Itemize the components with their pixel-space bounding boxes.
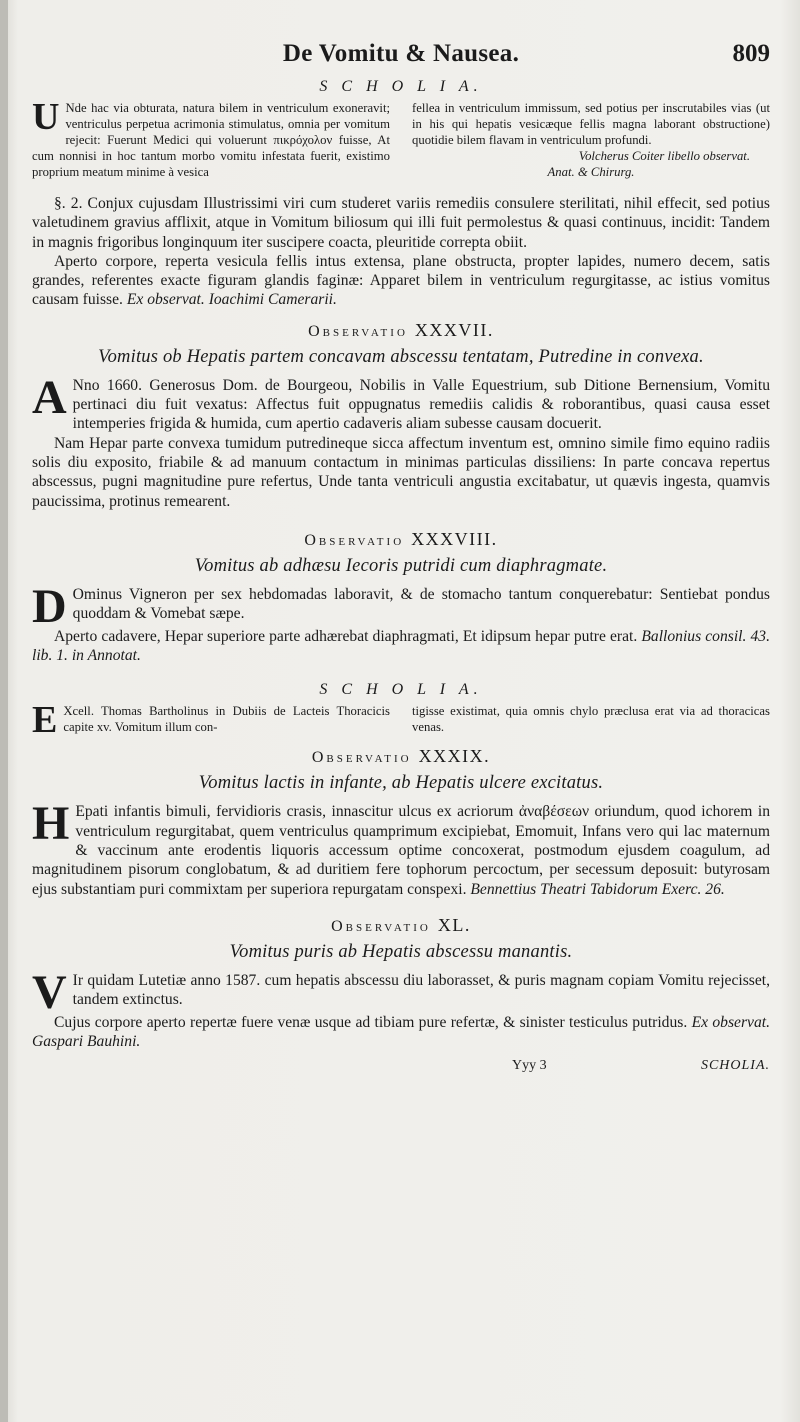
observation-title: Vomitus lactis in infante, ab Hepatis ulcere excitatus. — [198, 773, 604, 794]
observation-paragraph — [32, 370, 770, 434]
observation-title: Vomitus puris ab Hepatis abscessu manantis. — [229, 941, 573, 962]
page-footer — [32, 1058, 770, 1080]
observation-text: Epati infantis bimuli, fervidioris crasis, innascitur ulcus ex acriorum ἀναβέσεων oriundum, quod ichorem in ventriculum regurgitabat, quem ventriculus quamprimum excipiebat, Emomuit, Infans vero qui lac maternum & vaccinum ante erodentis liquoris accessum optime concoxerat, postmodum ejusdem coagulum, ad magnitudinem pisorum conglobatum, & ad duritiem fere tophorum percoctum, per secessum deposuit: butyrosam ejus substantiam puri commixtam per superiora repurgatam conspexi. — [32, 803, 770, 898]
scholia-left-column — [32, 96, 390, 180]
citation: Ballonius consil. 43. lib. 1. in Annotat. — [32, 627, 770, 665]
gutter-shadow — [0, 0, 8, 1422]
observation-paragraph — [32, 579, 770, 633]
drop-cap: D — [32, 579, 67, 633]
signature-mark: Yyy 3 — [512, 1057, 547, 1073]
observation-number: XL. — [437, 914, 471, 935]
drop-cap: E — [32, 699, 58, 742]
observation-number: XXXIX. — [418, 746, 491, 767]
scholia-right-column — [412, 100, 770, 180]
observation-heading — [32, 746, 770, 767]
scholia-heading: S C H O L I A. — [319, 78, 483, 95]
observation-label: Observatio — [311, 749, 412, 767]
citation: Bennettius Theatri Tabidorum Exerc. 26. — [470, 880, 725, 898]
observation-label: Observatio — [308, 322, 408, 340]
scholia-heading: S C H O L I A. — [319, 681, 483, 699]
scholia-right-text: tigisse existimat, quia omnis chylo præclusa erat via ad thoracicas venas. — [412, 704, 770, 735]
observation-number: XXXVIII. — [411, 528, 498, 549]
drop-cap: V — [32, 965, 67, 1019]
observation-paragraph-2 — [32, 1013, 770, 1052]
observation-heading — [32, 529, 770, 550]
scholia-two-column — [32, 96, 770, 180]
running-title: De Vomitu & Nausea. — [282, 40, 520, 67]
drop-cap: U — [32, 96, 60, 138]
section-2-paragraph-2-text: Aperto corpore, reperta vesicula fellis intus extensa, plane obstructa, propter lapides, numero decem, satis grandes, referentes exacte figuram glandis faginæ: Apparet bilem in ventriculum regurgitasse, ac istius vomitus causam fuisse. — [32, 252, 770, 309]
scholia-attribution-2: Anat. & Chirurg. — [547, 165, 635, 179]
citation: Ex observat. Ioachimi Camerarii. — [126, 291, 337, 309]
scholia-attribution: Volcherus Coiter libello observat. — [578, 149, 750, 163]
observation-heading — [32, 915, 770, 936]
observation-text-2: Aperto cadavere, Hepar superiore parte adhærebat diaphragmati, Et idipsum hepar putre erat. — [54, 627, 638, 645]
observation-text: Ir quidam Lutetiæ anno 1587. cum hepatis abscessu diu laborasset, & puris magnam copiam Vomitu rejecisset, tandem extinctus. — [72, 971, 770, 1009]
scholia-left-text: Xcell. Thomas Bartholinus in Dubiis de Lacteis Thoracicis capite xv. Vomitum illum con- — [63, 704, 390, 735]
observation-paragraph — [32, 965, 770, 1019]
observation-title: Vomitus ob Hepatis partem concavam abscessu tentatam, Putredine in convexa. — [98, 346, 704, 367]
observation-number: XXXVII. — [414, 319, 494, 340]
section-2-paragraph-2 — [32, 252, 770, 310]
page-number: 809 — [732, 40, 770, 67]
drop-cap: H — [32, 797, 70, 851]
observation-label: Observatio — [304, 531, 405, 549]
observation-text: Ominus Vigneron per sex hebdomadas laboravit, & de stomacho tantum conquerebatur: Sentiebat pondus quoddam & Vomebat sæpe. — [72, 585, 770, 623]
scholia-left-text: Nde hac via obturata, natura bilem in ventriculum exoneravit; ventriculus perpetua acrimonia stimulatus, omnia per vomitum rejecit: Fuerunt Medici qui voluerunt πικρόχολον fuisse, At cum nonnisi in hoc tantum morbo vomitu infestata fuerit, existimo proprium meatum minime à vesica — [32, 101, 390, 179]
observation-title: Vomitus ab adhæsu Iecoris putridi cum diaphragmate. — [194, 555, 608, 576]
scholia-right-column — [412, 703, 770, 736]
drop-cap: A — [32, 370, 67, 424]
running-head — [32, 40, 770, 74]
observation-paragraph-2 — [32, 627, 770, 666]
catchword: SCHOLIA. — [700, 1057, 770, 1073]
observation-heading — [32, 320, 770, 341]
scholia-right-text: fellea in ventriculum immissum, sed potius per inscrutabiles vias (ut in his qui hepatis vesicæque fellis magna laborant obstructione) quotidie bilem flavam in ventriculum profundi. — [412, 101, 770, 147]
observation-text-2: Cujus corpore aperto repertæ fuere venæ usque ad tibiam pure refertæ, & sinister testiculus putridus. — [54, 1013, 688, 1031]
citation: Ex observat. Gaspari Bauhini. — [32, 1013, 770, 1051]
scholia-two-column — [32, 699, 770, 742]
section-2-paragraph-1: §. 2. Conjux cujusdam Illustrissimi viri cum studeret variis remediis consulere sterilitati, nihil effecit, sed potius valetudinem gravius afflixit, atque in Vomitum biliosum qui illi fuit permolestus & quasi continuus, incidit: Tandem in magnis frigoribus longinquum iter suscipere coacta, pleuritide correpta obiit. — [32, 195, 770, 251]
observation-text: Nno 1660. Generosus Dom. de Bourgeou, Nobilis in Valle Equestrium, sub Ditione Bernensium, Vomitu pertinaci diu fuit vexatus: Affectus fuit oppugnatus remediis calidis & roborantibus, quasi causa esset intemperies frigida & humida, cum apertio cadaveris aliam subesse causam docuerit. — [72, 376, 770, 433]
scholia-left-column — [32, 699, 390, 742]
observation-paragraph — [32, 797, 770, 898]
observation-paragraph-2: Nam Hepar parte convexa tumidum putredineque sicca affectum inventum est, omnino simile fimo equino radiis solis diu exposito, friabile & ad manuum contactum in minimas particulas dissiliens: In parte concava repertus abscessus, pugni magnitudine pure refertus, Unde tanta ventriculi angustia excitabatur, ut quævis ingesta, quamvis paucissima, protinus remearent. — [32, 434, 770, 510]
observation-label: Observatio — [331, 917, 431, 935]
